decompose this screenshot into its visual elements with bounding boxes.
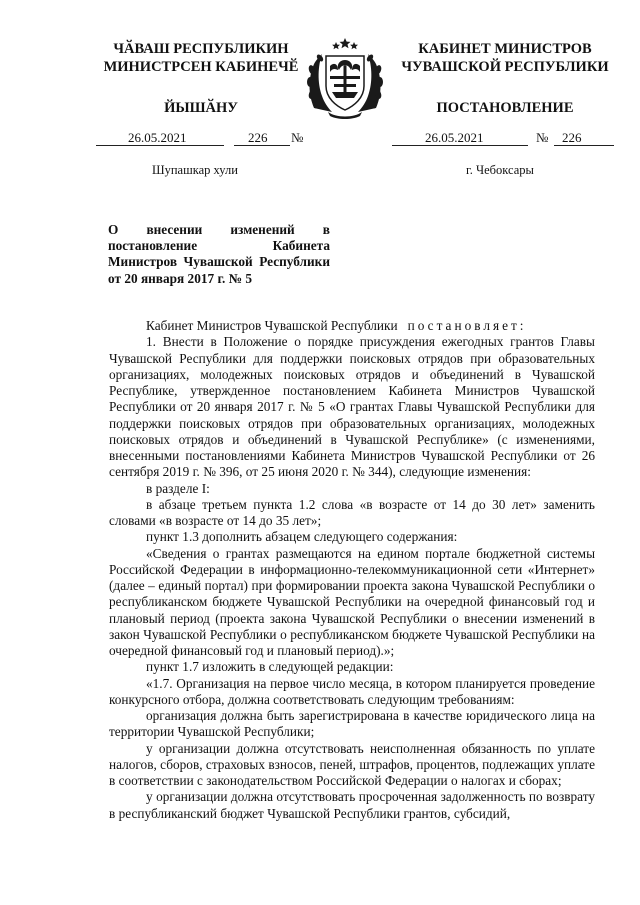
header-right-line1: КАБИНЕТ МИНИСТРОВ bbox=[418, 41, 592, 57]
left-date: 26.05.2021 bbox=[128, 130, 187, 145]
body-paragraph: «Сведения о грантах размещаются на едином портале бюджетной системы Российской Федерации в информационно-телекоммуникационной сети «Интернет» (далее – единый портал) при формировании проекта закона Чувашской Республики о республиканском бюджете Чувашской Республики на очередной финансовый год и плановый период (проекта закона Чувашской Республики о внесении изменений в закон Чувашской Республики о республиканском бюджете Чувашской Республики на очередной финансовый год и плановый период).»; bbox=[109, 545, 595, 658]
body-paragraph: в разделе I: bbox=[146, 480, 210, 496]
coat-of-arms-icon bbox=[306, 36, 384, 120]
right-number: 226 bbox=[562, 130, 582, 145]
right-number-sign: № bbox=[536, 130, 549, 145]
header-left-line2: МИНИСТРСЕН КАБИНЕЧӖ bbox=[103, 59, 299, 75]
body-paragraph: у организации должна отсутствовать неисполненная обязанность по уплате налогов, сборов, страховых взносов, пеней, штрафов, процентов, подлежащих уплате в соответствии с законодательством Российской Федерации о налогах и сборах; bbox=[109, 740, 595, 788]
left-number-sign: № bbox=[291, 130, 304, 145]
body-paragraph: пункт 1.7 изложить в следующей редакции: bbox=[146, 659, 394, 675]
document-body bbox=[109, 318, 595, 822]
left-place: Шупашкар хули bbox=[152, 163, 238, 177]
body-paragraph: в абзаце третьем пункта 1.2 слова «в возрасте от 14 до 30 лет» заменить словами «в возрасте от 14 до 35 лет»; bbox=[109, 496, 595, 528]
header-left bbox=[76, 40, 326, 117]
right-date: 26.05.2021 bbox=[425, 130, 484, 145]
intro-prefix: Кабинет Министров Чувашской Республики bbox=[146, 318, 398, 333]
body-paragraph: организация должна быть зарегистрирована в качестве юридического лица на территории Чувашской Республики; bbox=[109, 708, 595, 740]
header-right-line2: ЧУВАШСКОЙ РЕСПУБЛИКИ bbox=[401, 59, 609, 75]
document-title: О внесении изменений в постановление Кабинета Министров Чувашской Республики от 20 января 2017 г. № 5 bbox=[108, 222, 330, 286]
intro-verb: постановляет: bbox=[407, 318, 527, 333]
body-paragraph: «1.7. Организация на первое число месяца, в котором планируется проведение конкурсного отбора, должна соответствовать следующим требованиям: bbox=[109, 675, 595, 707]
right-date-number bbox=[392, 130, 622, 146]
header-left-doctype: ЙЫШӐНУ bbox=[164, 100, 238, 116]
left-number: 226 bbox=[248, 130, 268, 145]
right-place: г. Чебоксары bbox=[466, 163, 534, 177]
body-paragraph: у организации должна отсутствовать просроченная задолженность по возврату в республиканский бюджет Чувашской Республики грантов, субсидий, bbox=[109, 789, 595, 821]
header-left-line1: ЧӐВАШ РЕСПУБЛИКИН bbox=[113, 41, 289, 57]
body-paragraph: пункт 1.3 дополнить абзацем следующего содержания: bbox=[146, 529, 458, 545]
header-right bbox=[386, 40, 624, 117]
body-paragraph: 1. Внести в Положение о порядке присуждения ежегодных грантов Главы Чувашской Республики для поддержки поисковых отрядов при образовательных организациях, молодежных поисковых отрядов и объединений в Чувашской Республике, утвержденное постановлением Кабинета Министров Чувашской Республики от 20 января 2017 г. № 5 «О грантах Главы Чувашской Республики для поддержки поисковых отрядов при образовательных организациях, молодежных поисковых отрядов и объединений в Чувашской Республике» (с изменениями, внесенными постановлениями Кабинета Министров Чувашской Республики от 26 сентября 2019 г. № 396, от 25 июня 2020 г. № 344), следующие изменения: bbox=[109, 334, 595, 480]
intro-paragraph bbox=[109, 318, 595, 334]
left-date-number bbox=[96, 130, 306, 146]
header-right-doctype: ПОСТАНОВЛЕНИЕ bbox=[436, 100, 574, 116]
